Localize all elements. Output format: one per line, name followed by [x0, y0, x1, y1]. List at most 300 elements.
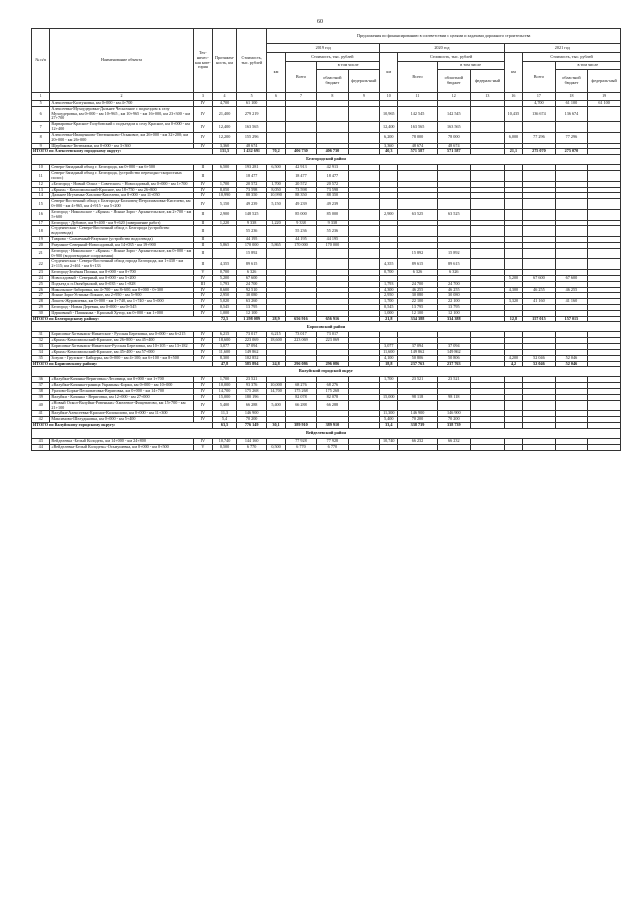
year-value [437, 400, 471, 411]
length-km: 5,865 [213, 242, 237, 248]
row-number: 19 [32, 237, 50, 243]
col-category-header: Тех-ничес-кая кате-гория [193, 29, 213, 93]
year-value: 66 232 [398, 438, 437, 444]
year-value [555, 444, 588, 450]
year-value [588, 226, 621, 237]
cost-value: 30 080 [236, 293, 266, 299]
length-km: 12,400 [213, 122, 237, 133]
year-value [523, 400, 556, 411]
year-value: 10,965 [380, 106, 398, 121]
total-2019-header: Всего [285, 62, 316, 93]
length-km: 15,000 [213, 394, 237, 400]
table-row [32, 209, 621, 220]
year-value: 5,400 [380, 417, 398, 423]
year-value: 14,700 [267, 389, 285, 395]
length-km: 3,077 [213, 344, 237, 350]
cost-value: 73 017 [236, 332, 266, 338]
year-value: 4,200 [504, 355, 522, 361]
col-length-header: Протяжен-ность, км [213, 29, 237, 93]
tech-category: IV [193, 293, 213, 299]
row-number: 6 [32, 106, 50, 121]
cost-value: 23 521 [236, 377, 266, 383]
tech-category: II [193, 248, 213, 259]
total-value: 656 916 [285, 316, 316, 322]
column-number: 7 [285, 93, 316, 101]
year-value [588, 248, 621, 259]
row-number: 37 [32, 383, 50, 389]
year-value [285, 122, 316, 133]
table-body [32, 101, 621, 451]
year-value: 175 268 [317, 389, 348, 395]
total-length: 47,8 [213, 361, 237, 367]
year-value: 44 195 [285, 237, 316, 243]
year-value: 15 892 [437, 248, 471, 259]
object-name: «Белгород - Новый Оскол - Советское» - Новосадовый, км 0+000 - км 1+700 [50, 181, 193, 187]
object-name: Максимово-Шелудьковка, км 0+000 - км 5+400 [50, 417, 193, 423]
year-value: 46 255 [437, 287, 471, 293]
year-value: 18 477 [285, 171, 316, 182]
length-km: 4,355 [213, 259, 237, 270]
tech-category: IV [193, 199, 213, 210]
year-value: 82 078 [285, 394, 316, 400]
row-number: 32 [32, 338, 50, 344]
year-value: 52 046 [555, 355, 588, 361]
column-number: 1 [32, 93, 50, 101]
year-value: 170 000 [317, 242, 348, 248]
row-number: 10 [32, 165, 50, 171]
year-value: 77 928 [317, 438, 348, 444]
year-value: 136 674 [555, 106, 588, 121]
total-label: ИТОГО по Борисовскому району: [32, 361, 213, 367]
year-value [523, 226, 556, 237]
total-value: 334 388 [398, 316, 437, 322]
object-name: Алексеевка-Колтуновка, км 0+000 - км 4+700 [50, 101, 193, 107]
total-cost: 1 298 089 [236, 316, 266, 322]
tech-category: IV [193, 383, 213, 389]
total-value: 52 046 [555, 361, 588, 367]
year-value [317, 259, 348, 270]
total-value: 237 763 [437, 361, 471, 367]
cost-value: 18 477 [236, 171, 266, 182]
year-value: 77 296 [555, 132, 588, 143]
year-value [588, 199, 621, 210]
year-value [348, 259, 379, 270]
cost-2020-header: Стоимость, тыс. рублей [398, 53, 504, 62]
length-km: 0,545 [213, 304, 237, 310]
cost-value: 61 100 [236, 101, 266, 107]
object-name: Локоть-Журавлевка, км 0+000 - км 1+740, км 1+740 - км 5+000 [50, 299, 193, 305]
tech-category: IV [193, 275, 213, 281]
tech-category: II [193, 242, 213, 248]
row-number: 33 [32, 344, 50, 350]
year-value: 18 477 [317, 171, 348, 182]
tech-category: IV [193, 389, 213, 395]
length-km: 2,950 [213, 293, 237, 299]
object-name: Зозули - Грузское - Байцуры, км 0+000 - км 4+100; км 6+100 - км 8+500 [50, 355, 193, 361]
object-name: «Валуйки-Казинка-граница Украины»-Борки, км 0+000 - км 10+000 [50, 383, 193, 389]
cost-value: 55 236 [236, 226, 266, 237]
tech-category: IV [193, 101, 213, 107]
object-name: Новосадовый - Северный, км 0+000 - км 5+200 [50, 275, 193, 281]
year-value: 30 080 [437, 293, 471, 299]
year-value: 46 255 [398, 287, 437, 293]
year-value: 12,400 [380, 122, 398, 133]
year-value: 146 900 [437, 411, 471, 417]
year-value [588, 122, 621, 133]
year-2021-header: 2021 год [504, 44, 620, 53]
column-number-row [32, 93, 621, 101]
year-value [437, 171, 471, 182]
row-number: 8 [32, 132, 50, 143]
year-value: 55 236 [285, 226, 316, 237]
section-row [32, 155, 621, 165]
year-value: 11,600 [380, 349, 398, 355]
cost-value: 13 795 [236, 304, 266, 310]
year-value: 66 288 [285, 400, 316, 411]
tech-category: III [193, 281, 213, 287]
total-label: ИТОГО по Валуйскому городскому округу: [32, 423, 213, 429]
section-row [32, 367, 621, 377]
length-km: 6,215 [213, 332, 237, 338]
length-km: 1,000 [213, 310, 237, 316]
row-number: 29 [32, 304, 50, 310]
year-value [267, 122, 285, 133]
year-value [437, 444, 471, 450]
column-number: 12 [437, 93, 471, 101]
year-value [471, 209, 505, 220]
year-value: 52 046 [523, 355, 556, 361]
year-2019-header: 2019 год [267, 44, 380, 53]
tech-category: II [193, 171, 213, 182]
year-value [380, 226, 398, 237]
year-value: 48 674 [437, 143, 471, 149]
tech-category: II [193, 220, 213, 226]
length-km: 11,3 [213, 411, 237, 417]
regional-2021-header: областной бюджет [555, 70, 588, 93]
year-value [504, 226, 522, 237]
object-name: Ясные Зори-Устинка-Локное, км 2+950 - км 5+900 [50, 293, 193, 299]
year-value: 67 600 [523, 275, 556, 281]
year-value [504, 248, 522, 259]
year-value [317, 122, 348, 133]
object-name: Уразово-Борки-Песковатовка-Вериговка, км 0+000 - км 14+700 [50, 389, 193, 395]
tech-category: IV [193, 106, 213, 121]
col-num-header: № п/п [32, 29, 50, 93]
row-number: 17 [32, 220, 50, 226]
object-name: «Крым»-Комсомольский-Красное, км 45+400 - км 57+000 [50, 349, 193, 355]
year-value [317, 248, 348, 259]
object-name: «Крым» - Комсомольский-Красное, км 18+750 - км 26+800 [50, 187, 193, 193]
year-value: 20 572 [317, 181, 348, 187]
year-value [380, 171, 398, 182]
row-number: 40 [32, 400, 50, 411]
length-km: 10,990 [213, 193, 237, 199]
total-value: 406 730 [285, 149, 316, 155]
row-number: 35 [32, 355, 50, 361]
length-km: 2,900 [213, 209, 237, 220]
year-value: 6 770 [317, 444, 348, 450]
total-row [32, 149, 621, 155]
year-value: 175 268 [285, 389, 316, 395]
year-value [471, 106, 505, 121]
object-name: Дальнее Игуменка-Хохлово-Киселево, км 0+000 - км 11+050 [50, 193, 193, 199]
object-name: «Новый Оскол-Валуйки-Ровеньки»-Хмелевое-Фощеватово, км 15+700 - км 21+100 [50, 400, 193, 411]
year-value [588, 209, 621, 220]
cost-value: 89 615 [236, 259, 266, 270]
row-number: 11 [32, 171, 50, 182]
year-value [504, 122, 522, 133]
column-number: 10 [380, 93, 398, 101]
year-value: 6,200 [380, 132, 398, 143]
length-km: 10,740 [213, 438, 237, 444]
row-number: 31 [32, 332, 50, 338]
year-value: 3,320 [504, 299, 522, 305]
total-value: 389 910 [285, 423, 316, 429]
cost-value: 67 600 [236, 275, 266, 281]
year-value: 66 232 [437, 438, 471, 444]
year-value: 20 572 [285, 181, 316, 187]
length-km: 10,000 [213, 383, 237, 389]
object-name: «Вейделевка-Белый Колодезь»-Осьмушевка, км 0+000 - км 0+500 [50, 444, 193, 450]
tech-category: IV [193, 438, 213, 444]
year-value: 8,050 [267, 187, 285, 193]
tech-category: IV [193, 193, 213, 199]
year-value: 49 239 [317, 199, 348, 210]
cost-value: 92 510 [236, 287, 266, 293]
tech-category: II [193, 237, 213, 243]
year-value [285, 106, 316, 121]
year-value [348, 122, 379, 133]
tech-category: IV [193, 377, 213, 383]
total-value: 30,1 [267, 423, 285, 429]
incl-2020-header: в том числе [437, 62, 504, 70]
cost-value: 73 598 [236, 187, 266, 193]
table-row [32, 248, 621, 259]
year-value: 89 615 [398, 259, 437, 270]
year-value [523, 199, 556, 210]
length-km: 1,793 [213, 281, 237, 287]
object-name: Белгород - Никольское - «Крым» - Ясные Зори - Архангельское, км 0+000 - км 0+900 (водоотводные сооружения) [51, 248, 192, 258]
cost-value: 6 770 [236, 444, 266, 450]
total-value: 338 739 [398, 423, 437, 429]
year-value: 170 000 [285, 242, 316, 248]
table-row [32, 122, 621, 133]
year-value [348, 199, 379, 210]
year-value [504, 444, 522, 450]
total-value: 24,8 [267, 361, 285, 367]
year-value: 4,300 [504, 287, 522, 293]
table-row [32, 106, 621, 121]
column-number: 4 [213, 93, 237, 101]
year-value [588, 444, 621, 450]
year-value [398, 444, 437, 450]
year-value: 55 236 [317, 226, 348, 237]
row-number: 36 [32, 377, 50, 383]
year-value: 163 565 [437, 122, 471, 133]
object-name: Вейделевка -Белый Колодезь, км 14+000 - км 24+800 [50, 438, 193, 444]
total-value: 70,2 [267, 149, 285, 155]
object-name: Подъезд к п.Октябрьский, км 0+035 - км 1+828 [50, 281, 193, 287]
total-value: 28,9 [267, 316, 285, 322]
total-2020-header: Всего [398, 62, 437, 93]
year-value: 41 160 [523, 299, 556, 305]
year-value: 98 118 [398, 394, 437, 400]
year-value [380, 199, 398, 210]
length-km: 1,700 [213, 181, 237, 187]
year-value: 46 255 [523, 287, 556, 293]
col-name-header: Наименование объекта [50, 29, 193, 93]
year-value [348, 444, 379, 450]
tech-category: IV [193, 122, 213, 133]
row-number: 12 [32, 181, 50, 187]
year-value [471, 226, 505, 237]
year-value: 6,500 [267, 165, 285, 171]
row-number: 38 [32, 389, 50, 395]
year-value [588, 171, 621, 182]
tech-category: II [193, 165, 213, 171]
total-length: 131,5 [213, 149, 237, 155]
column-number: 13 [471, 93, 505, 101]
year-value [285, 259, 316, 270]
year-value [471, 248, 505, 259]
year-value [523, 444, 556, 450]
year-value: 6 770 [285, 444, 316, 450]
year-value: 223 069 [285, 338, 316, 344]
year-value: 10,740 [380, 438, 398, 444]
year-value: 61 100 [588, 101, 621, 107]
year-value: 50 806 [437, 355, 471, 361]
year-value [398, 199, 437, 210]
tech-category: IV [193, 417, 213, 423]
year-value: 23 521 [398, 377, 437, 383]
total-value: 571 587 [398, 149, 437, 155]
object-name: Белгород - Никольское - «Крым» - Ясные Зори - Архангельское, км 2+700 - км 5+600 [51, 209, 192, 219]
length-km: 5,200 [213, 275, 237, 281]
year-value: 4,100 [380, 355, 398, 361]
year-value [267, 259, 285, 270]
table-row [32, 400, 621, 411]
cost-value: 180 196 [236, 394, 266, 400]
year-value: 41 160 [555, 299, 588, 305]
year-value: 146 900 [398, 411, 437, 417]
object-name: «Валуйки-Казинка-Вериговка»-Лесовица, км 0+000 - км 1+700 [50, 377, 193, 383]
year-value: 98 118 [437, 394, 471, 400]
total-value: 52 046 [523, 361, 556, 367]
column-number: 17 [523, 93, 556, 101]
object-name: Никольское-Заборовка, км 4+700 - км 8+600, км 0+000 - 0+300 [50, 287, 193, 293]
cost-value: 163 565 [236, 122, 266, 133]
year-value: 5,150 [267, 199, 285, 210]
year-value: 46 255 [555, 287, 588, 293]
km-2020-header: км [380, 53, 398, 93]
row-number: 34 [32, 349, 50, 355]
year-value: 13 795 [437, 304, 471, 310]
section-row [32, 428, 621, 438]
year-value [380, 248, 398, 259]
length-km: 5,020 [213, 299, 237, 305]
object-name: Белгород - Дубовое, км 9+400 - км 9+620 (завершение работ) [50, 220, 193, 226]
section-title: Борисовский район [32, 322, 621, 332]
year-value: 61 100 [555, 101, 588, 107]
year-value: 15 892 [398, 248, 437, 259]
col-cost-header: Стоимость, тыс. рублей [236, 29, 266, 93]
road-financing-table [31, 28, 621, 451]
total-length: 72,5 [213, 316, 237, 322]
tech-category: V [193, 444, 213, 450]
column-number: 18 [555, 93, 588, 101]
year-value: 149 862 [398, 349, 437, 355]
length-km: 0,500 [213, 444, 237, 450]
year-value: 68 276 [285, 383, 316, 389]
year-value: 5,400 [267, 400, 285, 411]
cost-value: 9 338 [236, 220, 266, 226]
total-value: 237 763 [398, 361, 437, 367]
total-value: 18,8 [380, 361, 398, 367]
year-value [437, 199, 471, 210]
row-number: 25 [32, 281, 50, 287]
year-value: 142 545 [398, 106, 437, 121]
year-value [471, 132, 505, 143]
object-name: «Крым»-Комсомольский-Красное, км 26+800 - км 45+400 [50, 338, 193, 344]
tech-category: IV [193, 299, 213, 305]
cost-value: 37 094 [236, 344, 266, 350]
cost-value: 12 100 [236, 310, 266, 316]
year-value: 73 017 [285, 332, 316, 338]
year-value: 149 862 [437, 349, 471, 355]
table-row [32, 226, 621, 237]
year-value [380, 444, 398, 450]
year-value: 82 078 [317, 394, 348, 400]
column-number: 9 [348, 93, 379, 101]
year-value [504, 400, 522, 411]
column-number: 6 [267, 93, 285, 101]
year-value: 1,700 [380, 299, 398, 305]
year-value: 142 545 [437, 106, 471, 121]
cost-value: 144 160 [236, 438, 266, 444]
length-km: 5,400 [213, 400, 237, 411]
cost-value: 149 862 [236, 349, 266, 355]
table-row [32, 199, 621, 210]
length-km: 8,600 [213, 287, 237, 293]
year-value [348, 209, 379, 220]
tech-category: IV [193, 344, 213, 350]
year-value [267, 106, 285, 121]
year-value: 10,435 [504, 106, 522, 121]
length-km: 12,200 [213, 132, 237, 143]
year-value [471, 259, 505, 270]
length-km: 6,500 [213, 165, 237, 171]
row-number: 7 [32, 122, 50, 133]
total-value: 571 587 [437, 149, 471, 155]
year-value [555, 226, 588, 237]
object-name: Щербаково-Тютюники, км 0+000 - км 3+360 [50, 143, 193, 149]
column-number: 11 [398, 93, 437, 101]
object-name: Студенческая - Северо-Восточный обход города Белгорода, км 1+430 - км 2+115; км 2+461 - км 6+133 [50, 259, 193, 270]
federal-2021-header: федераль-ный [588, 70, 621, 93]
row-number: 20 [32, 242, 50, 248]
year-value [267, 226, 285, 237]
year-value: 73 598 [285, 187, 316, 193]
cost-value: 44 195 [236, 237, 266, 243]
object-name: Белгород-Зелёная Поляна, км 0+000 - км 0+700 [50, 270, 193, 276]
length-km: 1,220 [213, 220, 237, 226]
total-label: ИТОГО по Алексеевскому городскому округу: [32, 149, 213, 155]
table-row [32, 132, 621, 143]
year-value: 70 200 [437, 417, 471, 423]
row-number: 44 [32, 444, 50, 450]
year-value [523, 122, 556, 133]
tech-category: IV [193, 332, 213, 338]
